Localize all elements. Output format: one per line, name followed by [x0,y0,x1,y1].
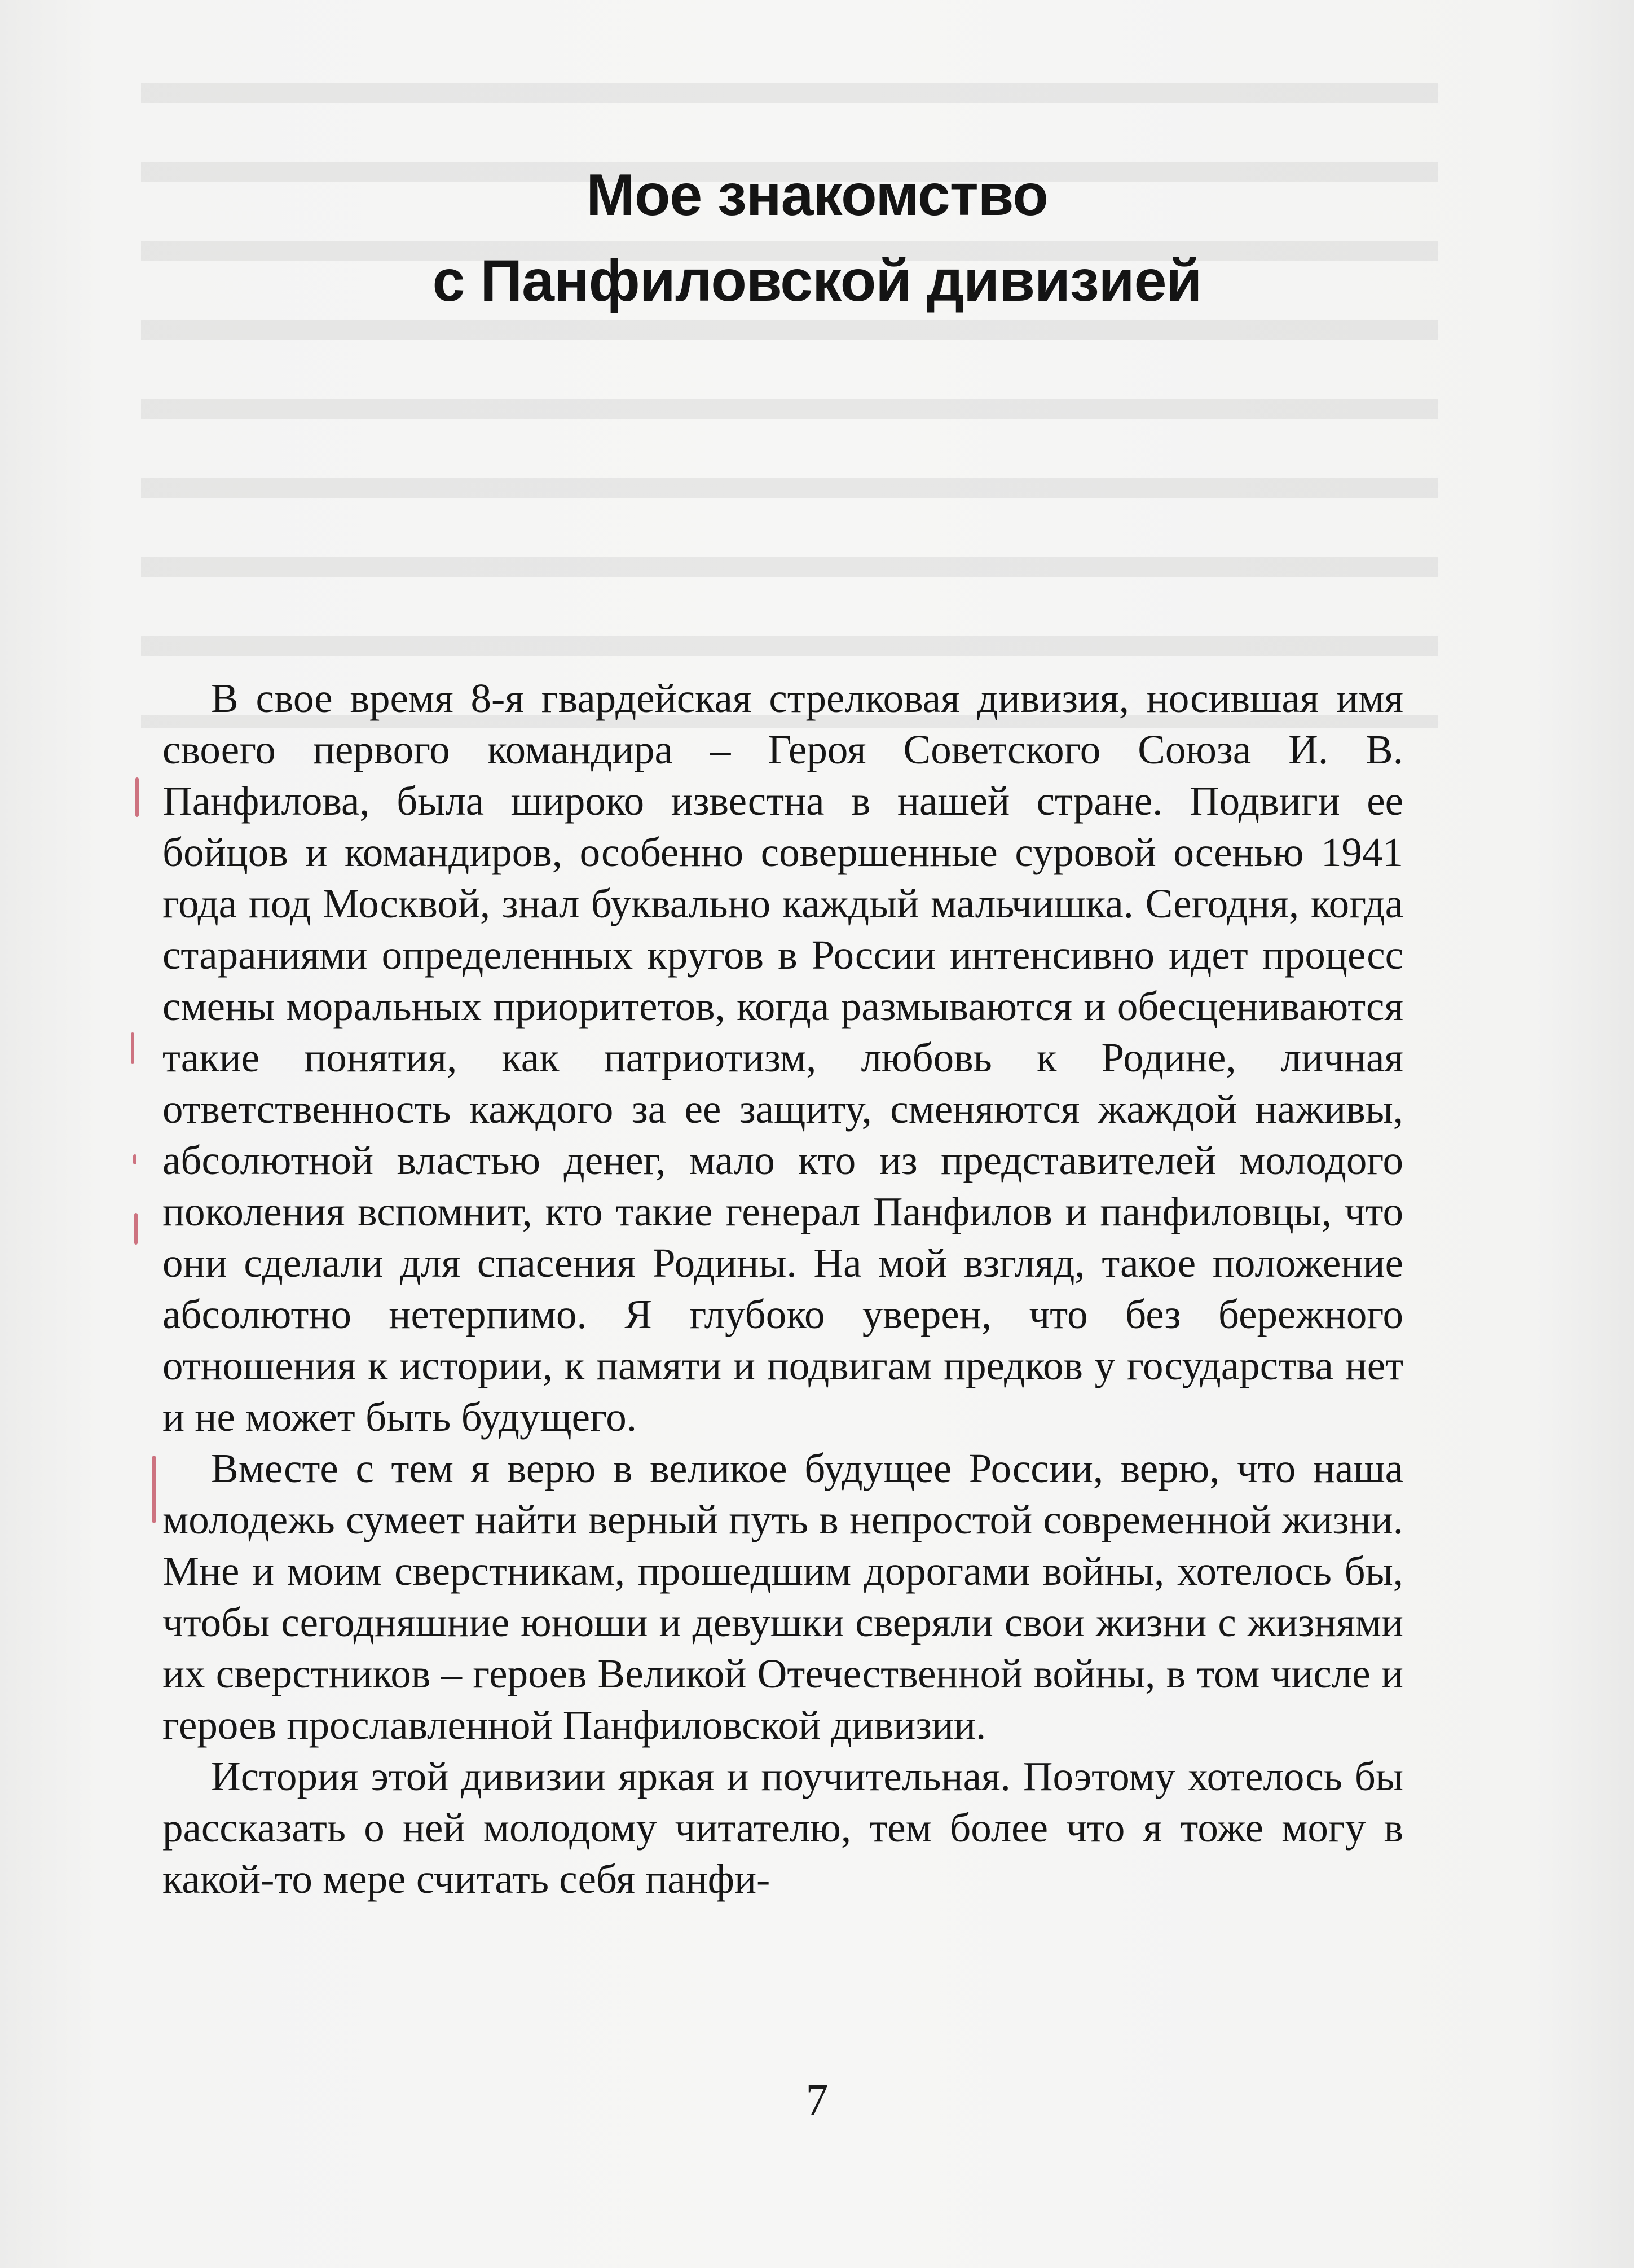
margin-pencil-mark [131,1032,134,1064]
chapter-body [162,673,1403,1905]
margin-pencil-mark [133,1154,136,1164]
chapter-title-line-2: с Панфиловской дивизией [432,248,1202,314]
page-number: 7 [805,2076,829,2125]
chapter-title-line-1: Мое знакомство [586,162,1048,228]
paragraph-3: История этой дивизии яркая и поучительная. Поэтому хотелось бы рассказать о ней молодому читателю, тем более что я тоже могу в какой-то мере считать себя панфи- [162,1753,1403,1902]
margin-pencil-mark [152,1456,156,1523]
margin-pencil-mark [134,1213,138,1245]
margin-pencil-mark [135,777,139,817]
paragraph-1: В свое время 8-я гвардейская стрелковая дивизия, носившая имя своего первого командира – Героя Советского Союза И. В. Панфилова, была широко известна в нашей стране. Подвиги ее бойцов и командиров, особенно совершенные суровой осенью 1941 года под Москвой, знал буквально каждый мальчишка. Сегодня, когда стараниями определенных кругов в России интенсивно идет процесс смены моральных приоритетов, когда размываются и обесцениваются такие понятия, как патриотизм, любовь к Родине, личная ответственность каждого за ее защиту, сменяются жаждой наживы, абсолютной властью денег, мало кто из представителей молодого поколения вспомнит, кто такие генерал Панфилов и панфиловцы, что они сделали для спасения Родины. На мой взгляд, такое положение абсолютно нетерпимо. Я глубоко уверен, что без бережного отношения к истории, к памяти и подвигам предков у государства нет и не может быть будущего. [162,675,1403,1440]
paragraph-2: Вместе с тем я верю в великое будущее России, верю, что наша молодежь сумеет найти верный путь в непростой современной жизни. Мне и моим сверстникам, прошедшим дорогами войны, хотелось бы, чтобы сегодняшние юноши и девушки сверяли свои жизни с жизнями их сверстников – героев Великой Отечественной войны, в том числе и героев прославленной Панфиловской дивизии. [162,1445,1403,1748]
chapter-title [0,152,1634,324]
